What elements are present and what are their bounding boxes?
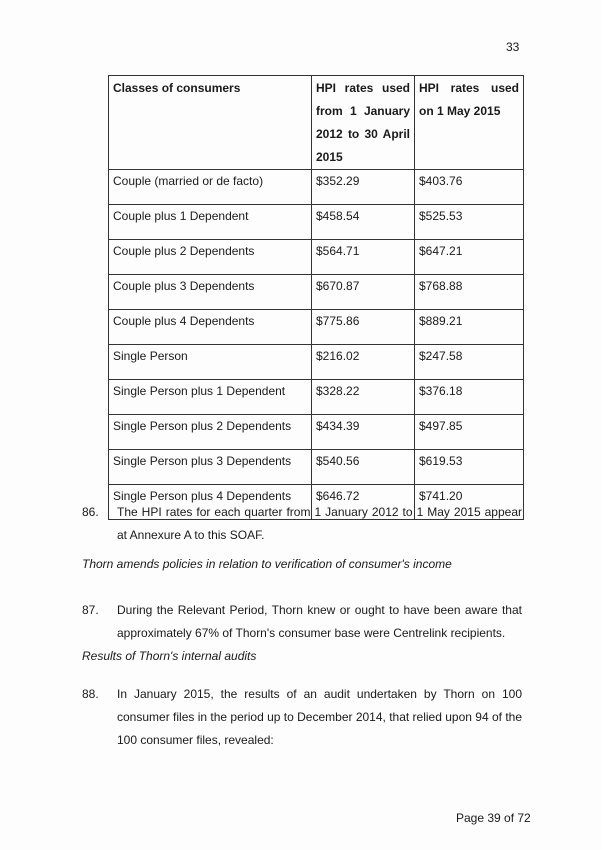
table-row — [109, 240, 524, 275]
header-rates-2012: HPI rates used from 1 January 2012 to 30 April 2015 — [312, 76, 415, 170]
cell-rate-2015: $647.21 — [415, 240, 524, 275]
paragraph-text: In January 2015, the results of an audit undertaken by Thorn on 100 consumer files in the period up to December 2014, that relied upon 94 of the 100 consumer files, revealed: — [117, 687, 522, 747]
header-rates-2015: HPI rates used on 1 May 2015 — [415, 76, 524, 170]
page-footer: Page 39 of 72 — [456, 811, 531, 825]
table-row — [109, 380, 524, 415]
cell-class: Couple plus 1 Dependent — [109, 205, 312, 240]
cell-class: Couple plus 2 Dependents — [109, 240, 312, 275]
cell-rate-2012: $458.54 — [312, 205, 415, 240]
cell-class: Single Person plus 3 Dependents — [109, 450, 312, 485]
cell-rate-2015: $889.21 — [415, 310, 524, 345]
cell-rate-2012: $646.72 — [312, 485, 415, 520]
table-row — [109, 450, 524, 485]
table-row — [109, 345, 524, 380]
table-row — [109, 310, 524, 345]
table-row — [109, 415, 524, 450]
paragraph-text: The HPI rates for each quarter from 1 January 2012 to 1 May 2015 appear at Annexure A to this SOAF. — [117, 505, 522, 542]
cell-rate-2015: $741.20 — [415, 485, 524, 520]
section-heading-audits: Results of Thorn's internal audits — [82, 649, 257, 663]
cell-class: Couple plus 4 Dependents — [109, 310, 312, 345]
cell-rate-2012: $564.71 — [312, 240, 415, 275]
cell-rate-2012: $328.22 — [312, 380, 415, 415]
cell-class: Single Person plus 4 Dependents — [109, 485, 312, 520]
cell-rate-2015: $497.85 — [415, 415, 524, 450]
cell-class: Single Person plus 1 Dependent — [109, 380, 312, 415]
paragraph-86 — [82, 501, 522, 547]
table-row — [109, 170, 524, 205]
page-number-top: 33 — [506, 40, 520, 54]
cell-rate-2012: $352.29 — [312, 170, 415, 205]
paragraph-87 — [82, 599, 522, 645]
table-row — [109, 275, 524, 310]
paragraph-text: During the Relevant Period, Thorn knew or ought to have been aware that approximately 67% of Thorn's consumer base were Centrelink recipients. — [117, 603, 522, 640]
cell-rate-2012: $775.86 — [312, 310, 415, 345]
cell-rate-2015: $247.58 — [415, 345, 524, 380]
header-classes: Classes of consumers — [109, 76, 312, 170]
cell-rate-2015: $619.53 — [415, 450, 524, 485]
table-header-row — [109, 76, 524, 170]
cell-rate-2015: $376.18 — [415, 380, 524, 415]
cell-rate-2015: $768.88 — [415, 275, 524, 310]
paragraph-number: 87. — [82, 603, 99, 617]
paragraph-number: 86. — [82, 505, 99, 519]
cell-rate-2012: $434.39 — [312, 415, 415, 450]
table-row — [109, 205, 524, 240]
cell-rate-2012: $540.56 — [312, 450, 415, 485]
paragraph-number: 88. — [82, 687, 99, 701]
cell-class: Single Person plus 2 Dependents — [109, 415, 312, 450]
cell-class: Single Person — [109, 345, 312, 380]
cell-rate-2012: $670.87 — [312, 275, 415, 310]
cell-class: Couple plus 3 Dependents — [109, 275, 312, 310]
cell-rate-2015: $403.76 — [415, 170, 524, 205]
paragraph-88 — [82, 683, 522, 752]
cell-rate-2012: $216.02 — [312, 345, 415, 380]
section-heading-verification: Thorn amends policies in relation to verification of consumer's income — [82, 557, 452, 571]
hpi-rates-table — [108, 75, 524, 520]
cell-rate-2015: $525.53 — [415, 205, 524, 240]
cell-class: Couple (married or de facto) — [109, 170, 312, 205]
